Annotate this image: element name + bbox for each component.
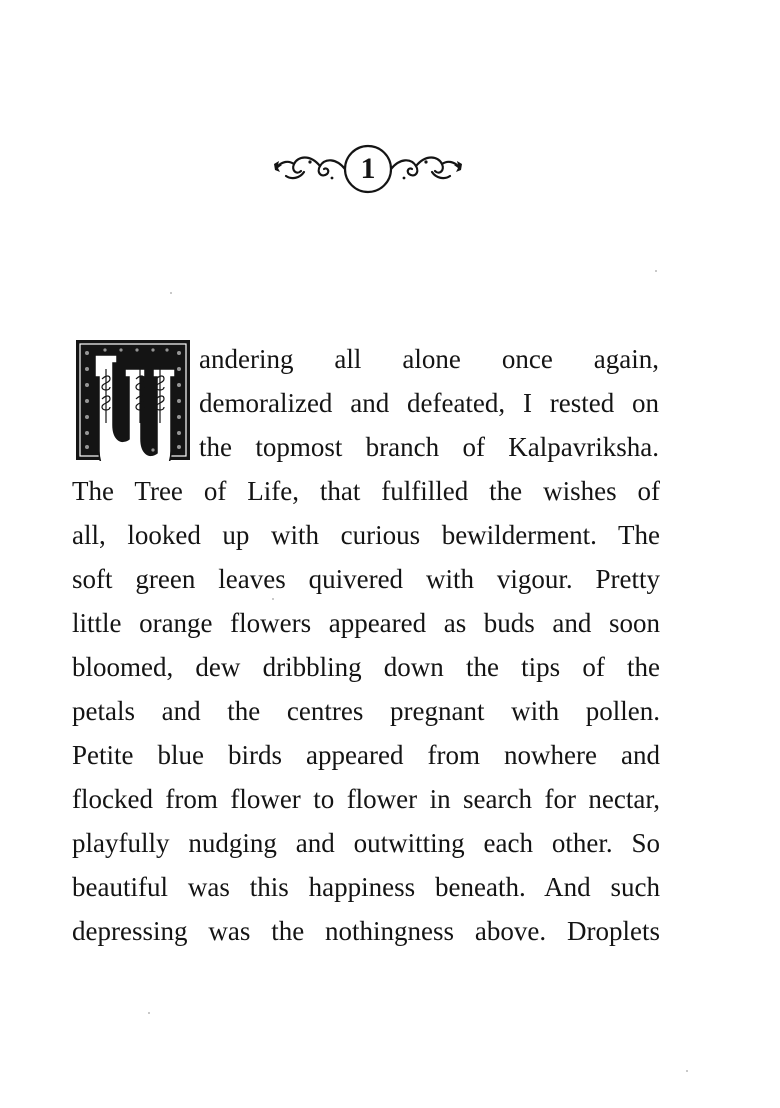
text-line: bloomed, dew dribbling down the tips of the: [72, 652, 660, 682]
text-line: petals and the centres pregnant with pollen.: [72, 696, 660, 726]
drop-cap-icon: [75, 339, 191, 461]
chapter-ornament: [270, 138, 466, 204]
text-line: Petite blue birds appeared from nowhere and: [72, 740, 660, 770]
scan-speck: [655, 270, 657, 272]
text-line: soft green leaves quivered with vigour. Pretty: [72, 564, 660, 594]
text-line: all, looked up with curious bewilderment. The: [72, 520, 660, 550]
text-line: demoralized and defeated, I rested on: [199, 388, 659, 418]
chapter-number: 1: [360, 152, 376, 185]
text-line: playfully nudging and outwitting each other. So: [72, 828, 660, 858]
text-line: little orange flowers appeared as buds and soon: [72, 608, 660, 638]
text-line: The Tree of Life, that fulfilled the wishes of: [72, 476, 660, 506]
scan-speck: [148, 1012, 150, 1014]
scan-speck: [686, 1070, 688, 1072]
text-line: andering all alone once again,: [199, 344, 659, 374]
text-line: beautiful was this happiness beneath. And such: [72, 872, 660, 902]
text-line: flocked from flower to flower in search for nectar,: [72, 784, 660, 814]
scan-speck: [170, 292, 172, 294]
text-line: depressing was the nothingness above. Droplets: [72, 916, 660, 946]
drop-cap-w: [75, 339, 191, 461]
text-line: the topmost branch of Kalpavriksha.: [199, 432, 659, 462]
scan-speck: [272, 598, 274, 600]
